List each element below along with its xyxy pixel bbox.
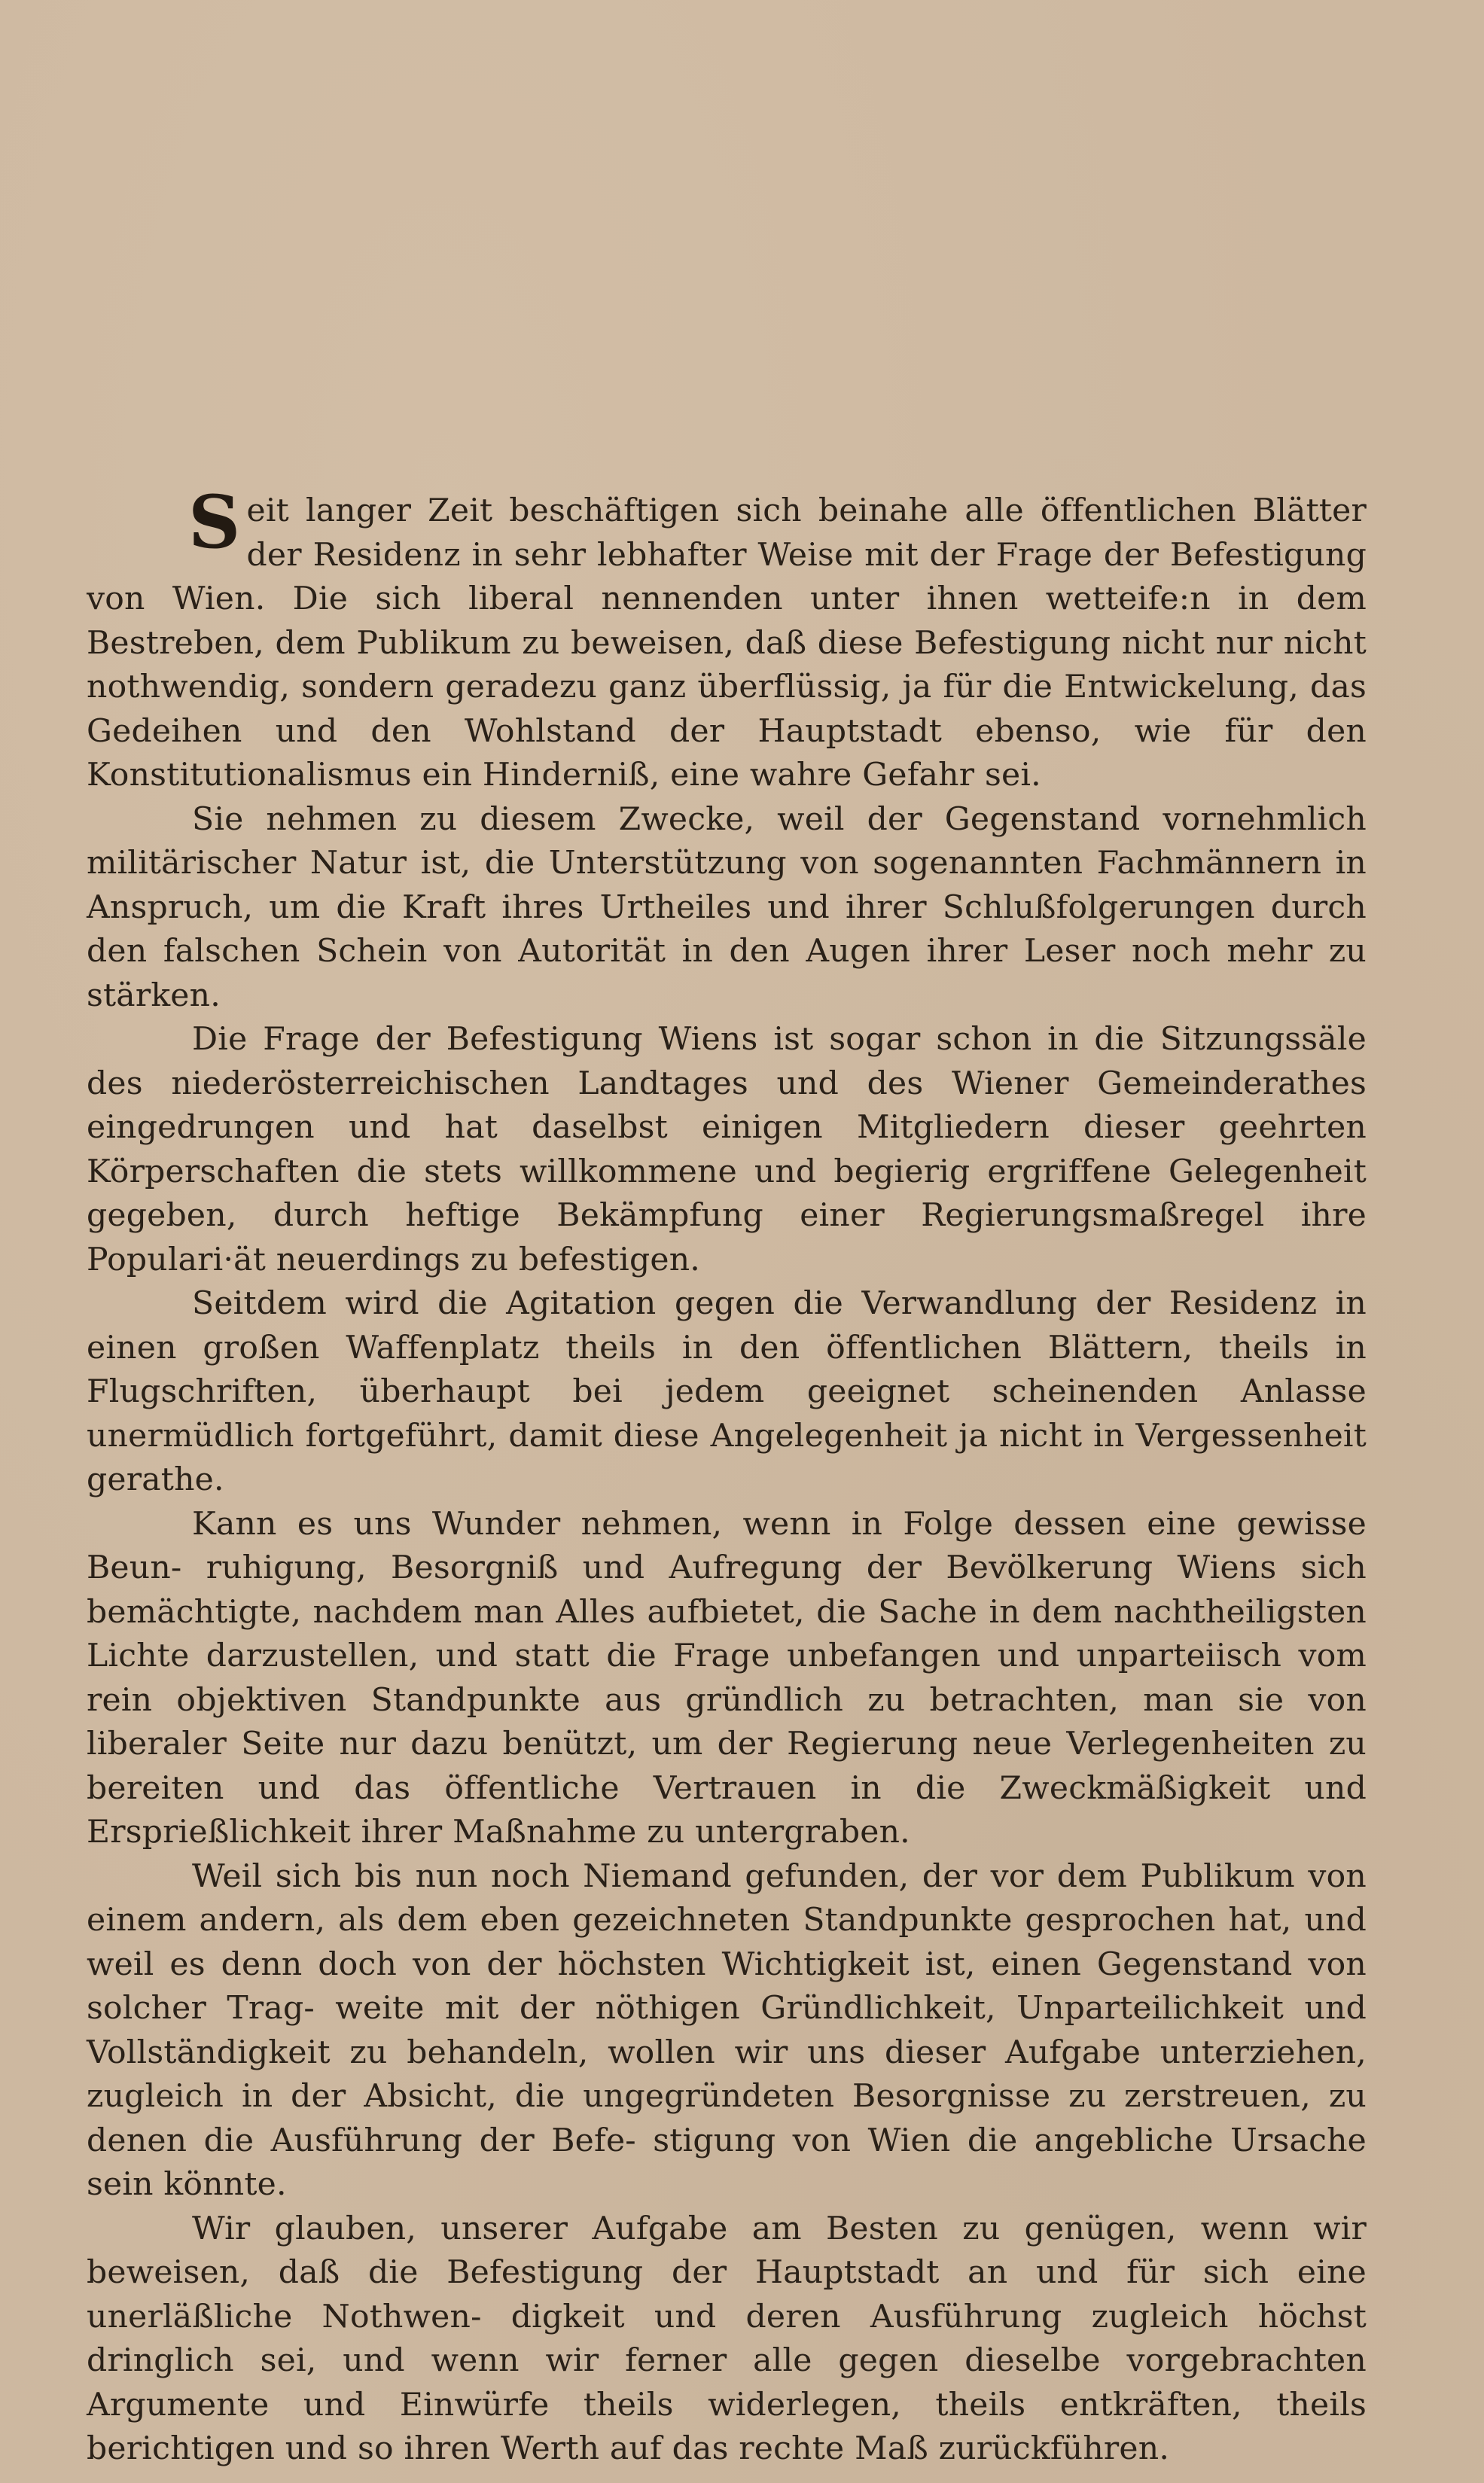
paragraph-3 — [87, 1018, 1367, 1282]
paragraph-text: Seitdem wird die Agitation gegen die Verwandlung der Residenz in einen großen Waffenplatz theils in den öffentlichen Blättern, theils in Flugschriften, überhaupt bei jedem geeignet scheinenden Anlasse unermüdlich fortgeführt, damit diese Angelegenheit ja nicht in Vergessenheit gerathe. — [87, 1285, 1367, 1498]
paragraph-text: Kann es uns Wunder nehmen, wenn in Folge dessen eine gewisse Beun- ruhigung, Besorgniß und Aufregung der Bevölkerung Wiens sich bemächtigte, nachdem man Alles aufbietet, die Sache in dem nachtheiligsten Lichte darzustellen, und statt die Frage unbefangen und unparteiisch vom rein objektiven Standpunkte aus gründlich zu betrachten, man sie von liberaler Seite nur dazu benützt, um der Regierung neue Verlegenheiten zu bereiten und das öffentliche Vertrauen in die Zweckmäßigkeit und Ersprießlichkeit ihrer Maßnahme zu untergraben. — [87, 1505, 1367, 1851]
paragraph-text: Weil sich bis nun noch Niemand gefunden, der vor dem Publikum von einem andern, als dem eben gezeichneten Standpunkte gesprochen hat, und weil es denn doch von der höchsten Wichtigkeit ist, einen Gegenstand von solcher Trag- weite mit der nöthigen Gründlichkeit, Unparteilichkeit und Vollständigkeit zu behandeln, wollen wir uns dieser Aufgabe unterziehen, zugleich in der Absicht, die ungegründeten Besorgnisse zu zerstreuen, zu denen die Ausführung der Befe- stigung von Wien die angebliche Ursache sein könnte. — [87, 1857, 1367, 2203]
paragraph-text: Sie nehmen zu diesem Zwecke, weil der Gegenstand vornehmlich militärischer Natur ist, die Unterstützung von sogenannten Fachmännern in Anspruch, um die Kraft ihres Urtheiles und ihrer Schlußfolgerungen durch den falschen Schein von Autorität in den Augen ihrer Leser noch mehr zu stärken. — [87, 800, 1367, 1014]
drop-cap-initial: S — [188, 480, 241, 565]
paragraph-text: Wir glauben, unserer Aufgabe am Besten zu genügen, wenn wir beweisen, daß die Befestigung der Hauptstadt an und für sich eine unerläßliche Nothwen- digkeit und deren Ausführung zugleich höchst dringlich sei, und wenn wir ferner alle gegen dieselbe vorgebrachten Argumente und Einwürfe theils widerlegen, theils entkräften, theils berichtigen und so ihren Werth auf das rechte Maß zurückführen. — [87, 2210, 1367, 2467]
paragraph-2 — [87, 798, 1367, 1019]
body-text — [87, 480, 1367, 2472]
paragraph-text: Die Frage der Befestigung Wiens ist sogar schon in die Sitzungssäle des niederösterreichischen Landtages und des Wiener Gemeinderathes eingedrungen und hat daselbst einigen Mitgliedern dieser geehrten Körperschaften die stets willkommene und begierig ergriffene Gelegenheit gegeben, durch heftige Bekämpfung einer Regierungsmaßregel ihre Populari·ät neuerdings zu befestigen. — [87, 1021, 1367, 1278]
paragraph-7 — [87, 2207, 1367, 2472]
paragraph-6 — [87, 1855, 1367, 2207]
paragraph-text: eit langer Zeit beschäftigen sich beinahe alle öffentlichen Blätter der Residenz in sehr lebhafter Weise mit der Frage der Befestigung von Wien. Die sich liberal nennenden unter ihnen wetteife:n in dem Bestreben, dem Publikum zu beweisen, daß diese Befestigung nicht nur nicht nothwendig, sondern geradezu ganz überflüssig, ja für die Entwickelung, das Gedeihen und den Wohlstand der Hauptstadt ebenso, wie für den Konstitutionalismus ein Hinderniß, eine wahre Gefahr sei. — [87, 492, 1367, 794]
paragraph-5 — [87, 1503, 1367, 1855]
paragraph-4 — [87, 1282, 1367, 1503]
paragraph-1 — [87, 480, 1367, 798]
